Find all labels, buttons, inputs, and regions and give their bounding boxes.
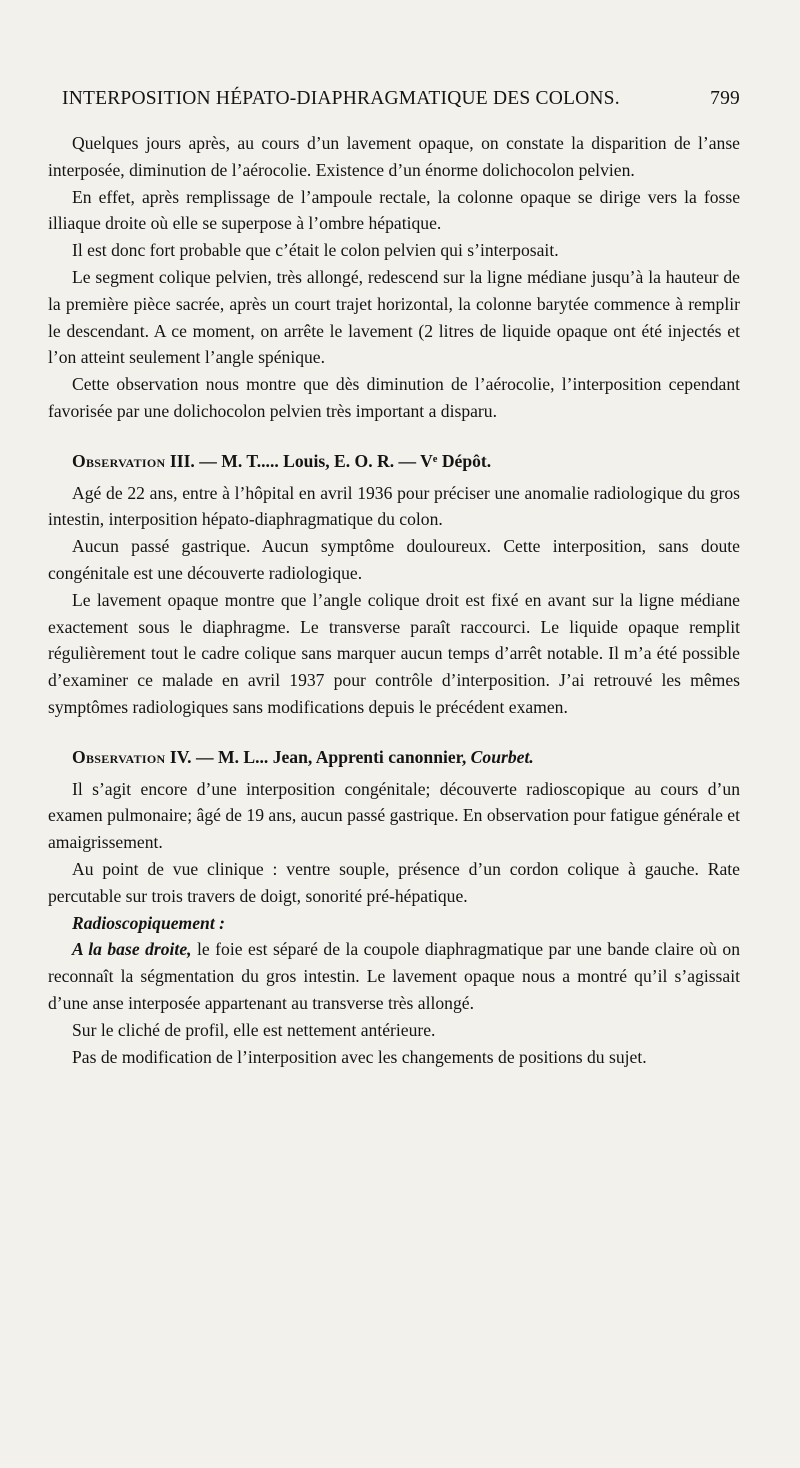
paragraph: Cette observation nous montre que dès diminution de l’aérocolie, l’interposition cependant favorisée par une dolichocolon pelvien très important a disparu. — [48, 374, 740, 421]
paragraph-text: le foie est séparé de la coupole diaphragmatique par une bande claire où on reconnaît la ségmentation du gros intestin. Le lavement opaque nous a montré qu’il s’agissait d’une anse interposée appartenant au transverse très allongé. — [48, 939, 740, 1013]
observation-label: Observation — [72, 746, 166, 767]
page-body — [48, 130, 740, 1070]
subheading — [48, 910, 740, 937]
observation-number: IV. — [169, 746, 192, 767]
paragraph: Aucun passé gastrique. Aucun symptôme douloureux. Cette interposition, sans doute congénitale est une découverte radiologique. — [48, 536, 740, 583]
paragraph — [48, 936, 740, 1016]
observation-place: Courbet. — [470, 746, 534, 767]
observation-4-heading — [48, 744, 740, 771]
observation-3-heading — [48, 448, 740, 475]
paragraph: Quelques jours après, au cours d’un lavement opaque, on constate la disparition de l’anse interposée, diminution de l’aérocolie. Existence d’un énorme dolichocolon pelvien. — [48, 133, 740, 180]
emphasis: A la base droite, — [72, 939, 192, 960]
paragraph: Il s’agit encore d’une interposition congénitale; découverte radioscopique au cours d’un examen pulmonaire; âgé de 19 ans, aucun passé gastrique. En observation pour fatigue générale et amaigrissement. — [48, 778, 740, 853]
observation-subject: — M. T..... Louis, E. O. R. — Vᵉ Dépôt. — [194, 450, 492, 471]
radioscopy-label: Radioscopiquement : — [72, 912, 225, 933]
paragraph: Le lavement opaque montre que l’angle colique droit est fixé en avant sur la ligne médiane exactement sous le diaphragme. Le transverse paraît raccourci. Le liquide opaque remplit régulièrement tout le cadre colique sans marquer aucun temps d’arrêt notable. Il m’a été possible d’examiner ce malade en avril 1937 pour contrôle d’interposition. J’ai retrouvé les mêmes symptômes radiologiques sans modifications depuis le précédent examen. — [48, 589, 740, 717]
paragraph: Sur le cliché de profil, elle est nettement antérieure. — [72, 1019, 436, 1040]
observation-subject: — M. L... Jean, Apprenti canonnier, — [191, 746, 471, 767]
paragraph: Il est donc fort probable que c’était le colon pelvien qui s’interposait. — [72, 240, 559, 261]
paragraph: Au point de vue clinique : ventre souple, présence d’un cordon colique à gauche. Rate percutable sur trois travers de doigt, sonorité pré-hépatique. — [48, 858, 740, 906]
paragraph: En effet, après remplissage de l’ampoule rectale, la colonne opaque se dirige vers la fosse illiaque droite où elle se superpose à l’ombre hépatique. — [48, 186, 740, 234]
paragraph: Agé de 22 ans, entre à l’hôpital en avril 1936 pour préciser une anomalie radiologique du gros intestin, interposition hépato-diaphragmatique du colon. — [48, 482, 740, 530]
paragraph: Le segment colique pelvien, très allongé, redescend sur la ligne médiane jusqu’à la hauteur de la première pièce sacrée, après un court trajet horizontal, la colonne barytée commence à remplir le descendant. A ce moment, on arrête le lavement (2 litres de liquide opaque ont été injectés et l’on atteint seulement l’angle spénique. — [48, 266, 740, 368]
running-title: INTERPOSITION HÉPATO-DIAPHRAGMATIQUE DES COLONS. — [62, 88, 620, 109]
page-number: 799 — [710, 88, 740, 109]
running-header — [62, 88, 740, 110]
observation-label: Observation — [72, 450, 166, 471]
observation-number: III. — [169, 450, 195, 471]
paragraph: Pas de modification de l’interposition avec les changements de positions du sujet. — [72, 1046, 647, 1067]
